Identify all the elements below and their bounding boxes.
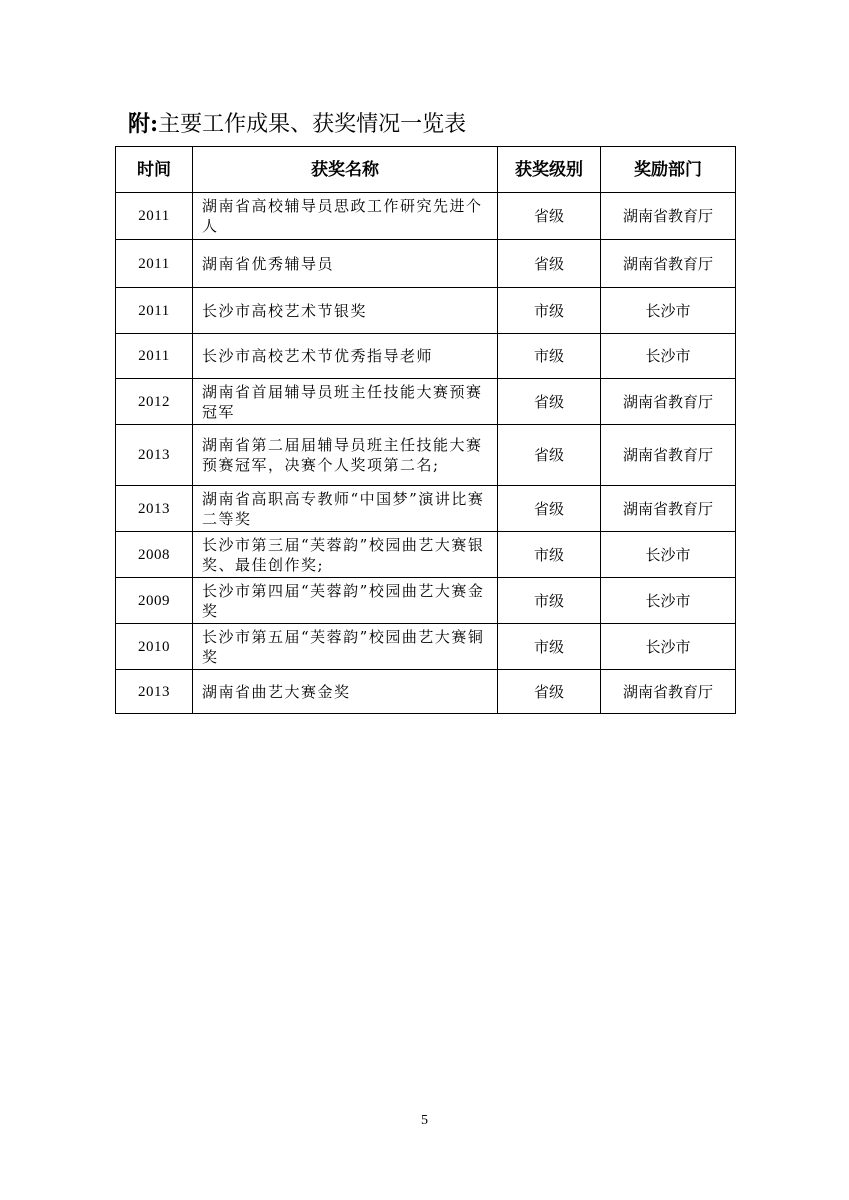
cell-department: 湖南省教育厅: [601, 240, 736, 288]
table-row: [116, 379, 736, 425]
header-department: 奖励部门: [601, 147, 736, 193]
cell-year: 2013: [116, 486, 193, 532]
table-title: 主要工作成果、获奖情况一览表: [158, 112, 467, 137]
appendix-label: 附:: [128, 111, 159, 137]
cell-award-level: 省级: [498, 670, 601, 714]
cell-award-name: 湖南省首届辅导员班主任技能大赛预赛冠军: [193, 379, 498, 425]
cell-award-level: 市级: [498, 532, 601, 578]
cell-award-level: 市级: [498, 578, 601, 624]
cell-year: 2010: [116, 624, 193, 670]
table-row: [116, 425, 736, 486]
awards-table: [115, 146, 736, 714]
page-number: 5: [421, 1113, 428, 1128]
table-header-row: [116, 147, 736, 193]
header-award-name: 获奖名称: [193, 147, 498, 193]
cell-year: 2009: [116, 578, 193, 624]
cell-award-name: 湖南省高校辅导员思政工作研究先进个人: [193, 193, 498, 240]
cell-department: 长沙市: [601, 334, 736, 379]
cell-year: 2011: [116, 193, 193, 240]
cell-year: 2012: [116, 379, 193, 425]
cell-department: 长沙市: [601, 288, 736, 334]
page-title: [128, 106, 466, 143]
cell-department: 湖南省教育厅: [601, 486, 736, 532]
cell-award-name: 湖南省优秀辅导员: [193, 240, 498, 288]
table-row: [116, 334, 736, 379]
cell-award-name: 湖南省曲艺大赛金奖: [193, 670, 498, 714]
cell-award-name: 长沙市高校艺术节银奖: [193, 288, 498, 334]
cell-award-name: 长沙市第五届“芙蓉韵”校园曲艺大赛铜奖: [193, 624, 498, 670]
header-year: 时间: [116, 147, 193, 193]
cell-award-level: 省级: [498, 379, 601, 425]
table-row: [116, 532, 736, 578]
cell-award-level: 市级: [498, 288, 601, 334]
cell-department: 湖南省教育厅: [601, 193, 736, 240]
cell-award-level: 市级: [498, 624, 601, 670]
cell-award-name: 长沙市第三届“芙蓉韵”校园曲艺大赛银奖、最佳创作奖;: [193, 532, 498, 578]
header-award-level: 获奖级别: [498, 147, 601, 193]
cell-award-level: 省级: [498, 240, 601, 288]
cell-department: 长沙市: [601, 578, 736, 624]
cell-department: 长沙市: [601, 532, 736, 578]
cell-year: 2011: [116, 288, 193, 334]
cell-department: 湖南省教育厅: [601, 379, 736, 425]
cell-year: 2013: [116, 425, 193, 486]
cell-year: 2013: [116, 670, 193, 714]
cell-award-name: 长沙市高校艺术节优秀指导老师: [193, 334, 498, 379]
cell-department: 长沙市: [601, 624, 736, 670]
cell-year: 2011: [116, 334, 193, 379]
table-row: [116, 288, 736, 334]
table-row: [116, 486, 736, 532]
cell-award-name: 湖南省第二届届辅导员班主任技能大赛预赛冠军，决赛个人奖项第二名;: [193, 425, 498, 486]
cell-award-name: 湖南省高职高专教师“中国梦”演讲比赛二等奖: [193, 486, 498, 532]
cell-award-name: 长沙市第四届“芙蓉韵”校园曲艺大赛金奖: [193, 578, 498, 624]
cell-award-level: 省级: [498, 193, 601, 240]
table-row: [116, 578, 736, 624]
table-row: [116, 240, 736, 288]
cell-award-level: 市级: [498, 334, 601, 379]
cell-award-level: 省级: [498, 486, 601, 532]
cell-year: 2008: [116, 532, 193, 578]
cell-department: 湖南省教育厅: [601, 670, 736, 714]
table-row: [116, 670, 736, 714]
cell-award-level: 省级: [498, 425, 601, 486]
table-row: [116, 193, 736, 240]
cell-department: 湖南省教育厅: [601, 425, 736, 486]
cell-year: 2011: [116, 240, 193, 288]
table-row: [116, 624, 736, 670]
